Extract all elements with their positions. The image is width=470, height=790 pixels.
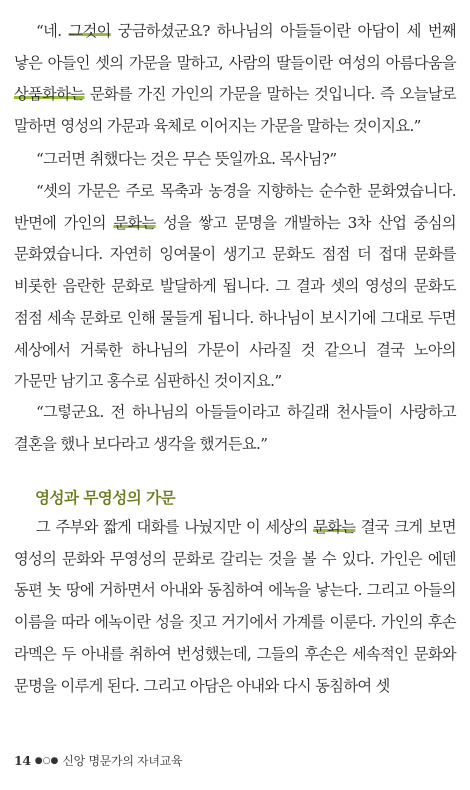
paragraph-text: 문화를 가진 가인의 가문을 말하는 것입니다. 즉 오늘날로 말하면 영성의 가문과 육체로 이어지는 가문을 말하는 것이지요.” — [14, 85, 456, 136]
paragraph-text: 결국 크게 보면 영성의 문화와 무영성의 문화로 갈리는 것을 볼 수 있다. 가인은 에덴 동편 놋 땅에 거하면서 아내와 동침하여 에녹을 낳는다. 그리고 아들의 이름을 따라 에녹이란 성을 짓고 거기에서 가계를 이룬다. 가인의 후손 라멕은 두 아내를 취하여 번성했는데, 그들의 후손은 세속적인 문화와 문명을 이루게 된다. 그리고 아담은 아내와 다시 동침하여 셋 — [14, 518, 456, 695]
highlighted-text: 문화는 — [313, 518, 356, 536]
paragraph-dialogue-4 — [14, 397, 456, 460]
paragraph-text: “셋의 가문은 주로 목축과 농경을 지향하는 순수한 문화였습니다. 반면에 가인의 — [14, 182, 456, 232]
paragraph-text: “네. — [36, 22, 69, 40]
paragraph-text: 성을 쌓고 문명을 개발하는 3차 산업 중심의 문화였습니다. 자연히 잉여물이 생기고 문화도 점점 더 접대 문화를 비롯한 음란한 문화로 발달하게 됩니다. 그 결과 셋의 영성의 문화도 점점 세속 문화로 인해 물들게 됩니다. 하나님이 보시기에 그대로 두면 세상에서 거룩한 하나님의 가문이 사라질 것 같으니 결국 노아의 가문만 남기고 홍수로 심판하신 것이지요.” — [14, 213, 456, 391]
paragraph-dialogue-2 — [14, 144, 456, 176]
paragraph-text: 그 주부와 짧게 대화를 나눴지만 이 세상의 — [36, 518, 314, 536]
footer-dots-icon: ●○● — [34, 755, 59, 766]
footer-book-title: 신앙 명문가의 자녀교육 — [62, 754, 183, 768]
paragraph-dialogue-3 — [14, 176, 456, 398]
highlighted-text: 그것이 — [68, 22, 111, 40]
highlighted-text: 문화는 — [113, 213, 156, 232]
paragraph-text: “그렇군요. 전 하나님의 아들들이라고 하길래 천사들이 사랑하고 결혼을 했나 보다라고 생각을 했거든요.” — [14, 403, 456, 453]
page-footer — [14, 752, 182, 769]
paragraph-text: 궁금하셨군요? 하나님의 아들들이란 아담이 세 번째 낳은 아들인 셋의 가문을 말하고, 사람의 딸들이란 여성의 아름다움을 — [14, 22, 456, 72]
highlighted-text: 상품화하는 — [14, 85, 85, 104]
paragraph-text: “그러면 취했다는 것은 무슨 뜻일까요. 목사님?” — [36, 150, 337, 168]
paragraph-dialogue-1 — [14, 16, 456, 143]
page-number: 14 — [14, 753, 31, 768]
paragraph-body — [14, 512, 456, 702]
section-heading: 영성과 무영성의 가문 — [35, 489, 176, 507]
